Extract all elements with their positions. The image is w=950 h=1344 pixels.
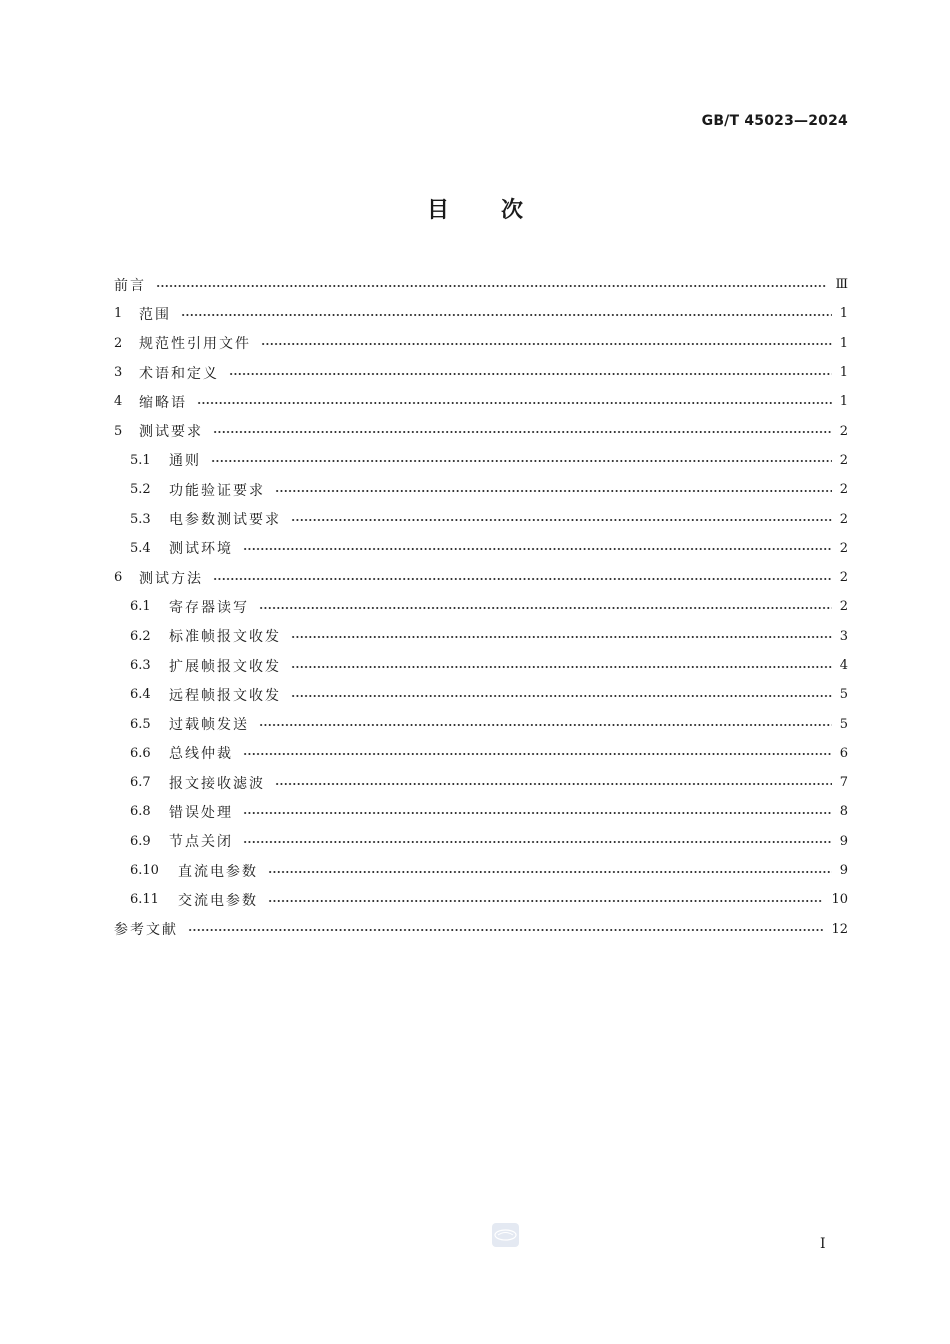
toc-entry-title: 测试环境 (169, 541, 233, 558)
toc-entry-number: 4 (114, 394, 123, 410)
toc-entry-title: 寄存器读写 (169, 599, 249, 616)
title-char-2: 次 (501, 198, 524, 223)
toc-entry-title: 过载帧发送 (169, 717, 249, 734)
toc-entry-number: 5.3 (130, 511, 151, 527)
toc-entry[interactable] (114, 915, 848, 944)
toc-entry-number: 6.3 (130, 658, 151, 673)
title-char-1: 目 (426, 198, 449, 223)
dot-leader (275, 490, 832, 492)
dot-leader (291, 636, 832, 638)
toc-entry-title: 功能验证要求 (169, 482, 265, 499)
dot-leader (211, 460, 832, 462)
toc-entry-title: 范围 (139, 306, 171, 323)
dot-leader (243, 841, 832, 843)
dot-leader (275, 783, 832, 785)
toc-entry-page: 5 (839, 716, 848, 732)
dot-leader (213, 578, 832, 580)
dot-leader (259, 724, 832, 726)
toc-entry-title: 通则 (169, 453, 201, 470)
toc-entry-number: 5.4 (130, 540, 151, 556)
toc-entry[interactable] (114, 651, 848, 680)
toc-entry-title: 总线仲裁 (169, 746, 233, 763)
toc-entry-page: 10 (831, 892, 848, 908)
toc-entry-title: 错误处理 (169, 804, 233, 821)
toc-entry-page: 2 (839, 570, 848, 586)
toc-entry[interactable] (114, 856, 848, 885)
toc-entry[interactable] (114, 592, 848, 621)
toc-entry[interactable] (114, 387, 848, 416)
toc-entry-title: 测试要求 (139, 424, 203, 441)
toc-entry-title: 交流电参数 (178, 892, 258, 909)
toc-entry[interactable] (114, 709, 848, 738)
toc-entry[interactable] (114, 768, 848, 797)
toc-entry-number: 6.11 (130, 892, 159, 908)
toc-entry[interactable] (114, 827, 848, 856)
toc-entry-page: 12 (831, 921, 848, 937)
toc-entry-page: 2 (839, 540, 848, 556)
toc-entry-number: 6.8 (130, 804, 151, 820)
page-title (0, 193, 950, 224)
toc-entry-number: 6.5 (130, 716, 151, 732)
toc-entry-title: 缩略语 (139, 394, 187, 411)
toc-entry-title: 电参数测试要求 (169, 512, 281, 529)
standard-number: GB/T 45023—2024 (701, 113, 848, 129)
dot-leader (229, 373, 832, 375)
toc-entry[interactable] (114, 416, 848, 445)
toc-entry-title: 报文接收滤波 (169, 775, 265, 792)
toc-entry[interactable] (114, 739, 848, 768)
toc-entry[interactable] (114, 446, 848, 475)
toc-entry-number: 2 (114, 335, 123, 351)
toc-entry-number: 6.2 (130, 628, 151, 644)
dot-leader (197, 402, 832, 404)
toc-entry-number: 6.6 (130, 745, 151, 761)
toc-entry-page: 1 (839, 306, 848, 322)
dot-leader (259, 607, 832, 609)
toc-entry[interactable] (114, 270, 848, 299)
toc-entry[interactable] (114, 885, 848, 914)
toc-entry-page: 2 (839, 423, 848, 439)
sac-logo-icon (492, 1223, 519, 1247)
toc-entry-title: 扩展帧报文收发 (169, 658, 281, 675)
toc-entry-page: 9 (839, 863, 848, 879)
toc-entry-page: Ⅲ (835, 277, 848, 293)
toc-entry-page: 5 (839, 687, 848, 703)
toc-entry[interactable] (114, 622, 848, 651)
toc-entry-number: 6.9 (130, 833, 151, 849)
dot-leader (291, 666, 832, 668)
toc-entry-number: 3 (114, 365, 123, 381)
toc-entry-number: 6 (114, 570, 123, 586)
toc-entry-page: 2 (839, 452, 848, 468)
dot-leader (261, 343, 832, 345)
toc-entry-number: 6.7 (130, 775, 151, 791)
dot-leader (243, 548, 832, 550)
toc-entry-title: 标准帧报文收发 (169, 629, 281, 646)
toc-entry-page: 4 (839, 658, 848, 673)
toc-entry-page: 1 (839, 365, 848, 381)
toc-entry-page: 7 (839, 775, 848, 791)
toc-entry-number: 6.10 (130, 863, 159, 879)
toc-entry-page: 1 (839, 394, 848, 410)
dot-leader (243, 812, 832, 814)
toc-entry-page: 8 (839, 804, 848, 820)
dot-leader (213, 431, 832, 433)
toc-entry-title: 规范性引用文件 (139, 336, 251, 353)
toc-entry[interactable] (114, 358, 848, 387)
page-number: I (820, 1236, 826, 1252)
toc-entry-title: 测试方法 (139, 570, 203, 587)
toc-entry-number: 6.1 (130, 599, 151, 615)
toc-entry-number: 5.2 (130, 482, 151, 498)
dot-leader (268, 871, 832, 873)
toc-entry-number: 1 (114, 306, 123, 322)
toc-entry[interactable] (114, 534, 848, 563)
dot-leader (243, 753, 832, 755)
toc-entry-title: 前言 (114, 277, 146, 294)
table-of-contents (114, 270, 848, 944)
toc-entry-title: 远程帧报文收发 (169, 687, 281, 704)
toc-entry[interactable] (114, 563, 848, 592)
toc-entry-number: 5 (114, 423, 123, 439)
toc-entry-number: 5.1 (130, 452, 151, 468)
toc-entry-page: 1 (839, 335, 848, 351)
toc-entry[interactable] (114, 680, 848, 709)
toc-entry[interactable] (114, 797, 848, 826)
toc-entry-title: 直流电参数 (178, 863, 258, 880)
toc-entry-page: 6 (839, 745, 848, 761)
dot-leader (291, 519, 832, 521)
toc-entry[interactable] (114, 329, 848, 358)
toc-entry-page: 3 (839, 628, 848, 644)
toc-entry-page: 2 (839, 511, 848, 527)
toc-entry[interactable] (114, 475, 848, 504)
toc-entry-page: 2 (839, 599, 848, 615)
dot-leader (181, 314, 832, 316)
toc-entry-page: 9 (839, 833, 848, 849)
toc-entry-page: 2 (839, 482, 848, 498)
toc-entry-title: 节点关闭 (169, 834, 233, 851)
toc-entry-title: 术语和定义 (139, 365, 219, 382)
toc-entry[interactable] (114, 299, 848, 328)
toc-entry-title: 参考文献 (114, 922, 178, 939)
dot-leader (268, 900, 823, 902)
toc-entry[interactable] (114, 504, 848, 533)
dot-leader (188, 929, 823, 931)
toc-entry-number: 6.4 (130, 687, 151, 703)
dot-leader (291, 695, 832, 697)
dot-leader (156, 285, 827, 287)
